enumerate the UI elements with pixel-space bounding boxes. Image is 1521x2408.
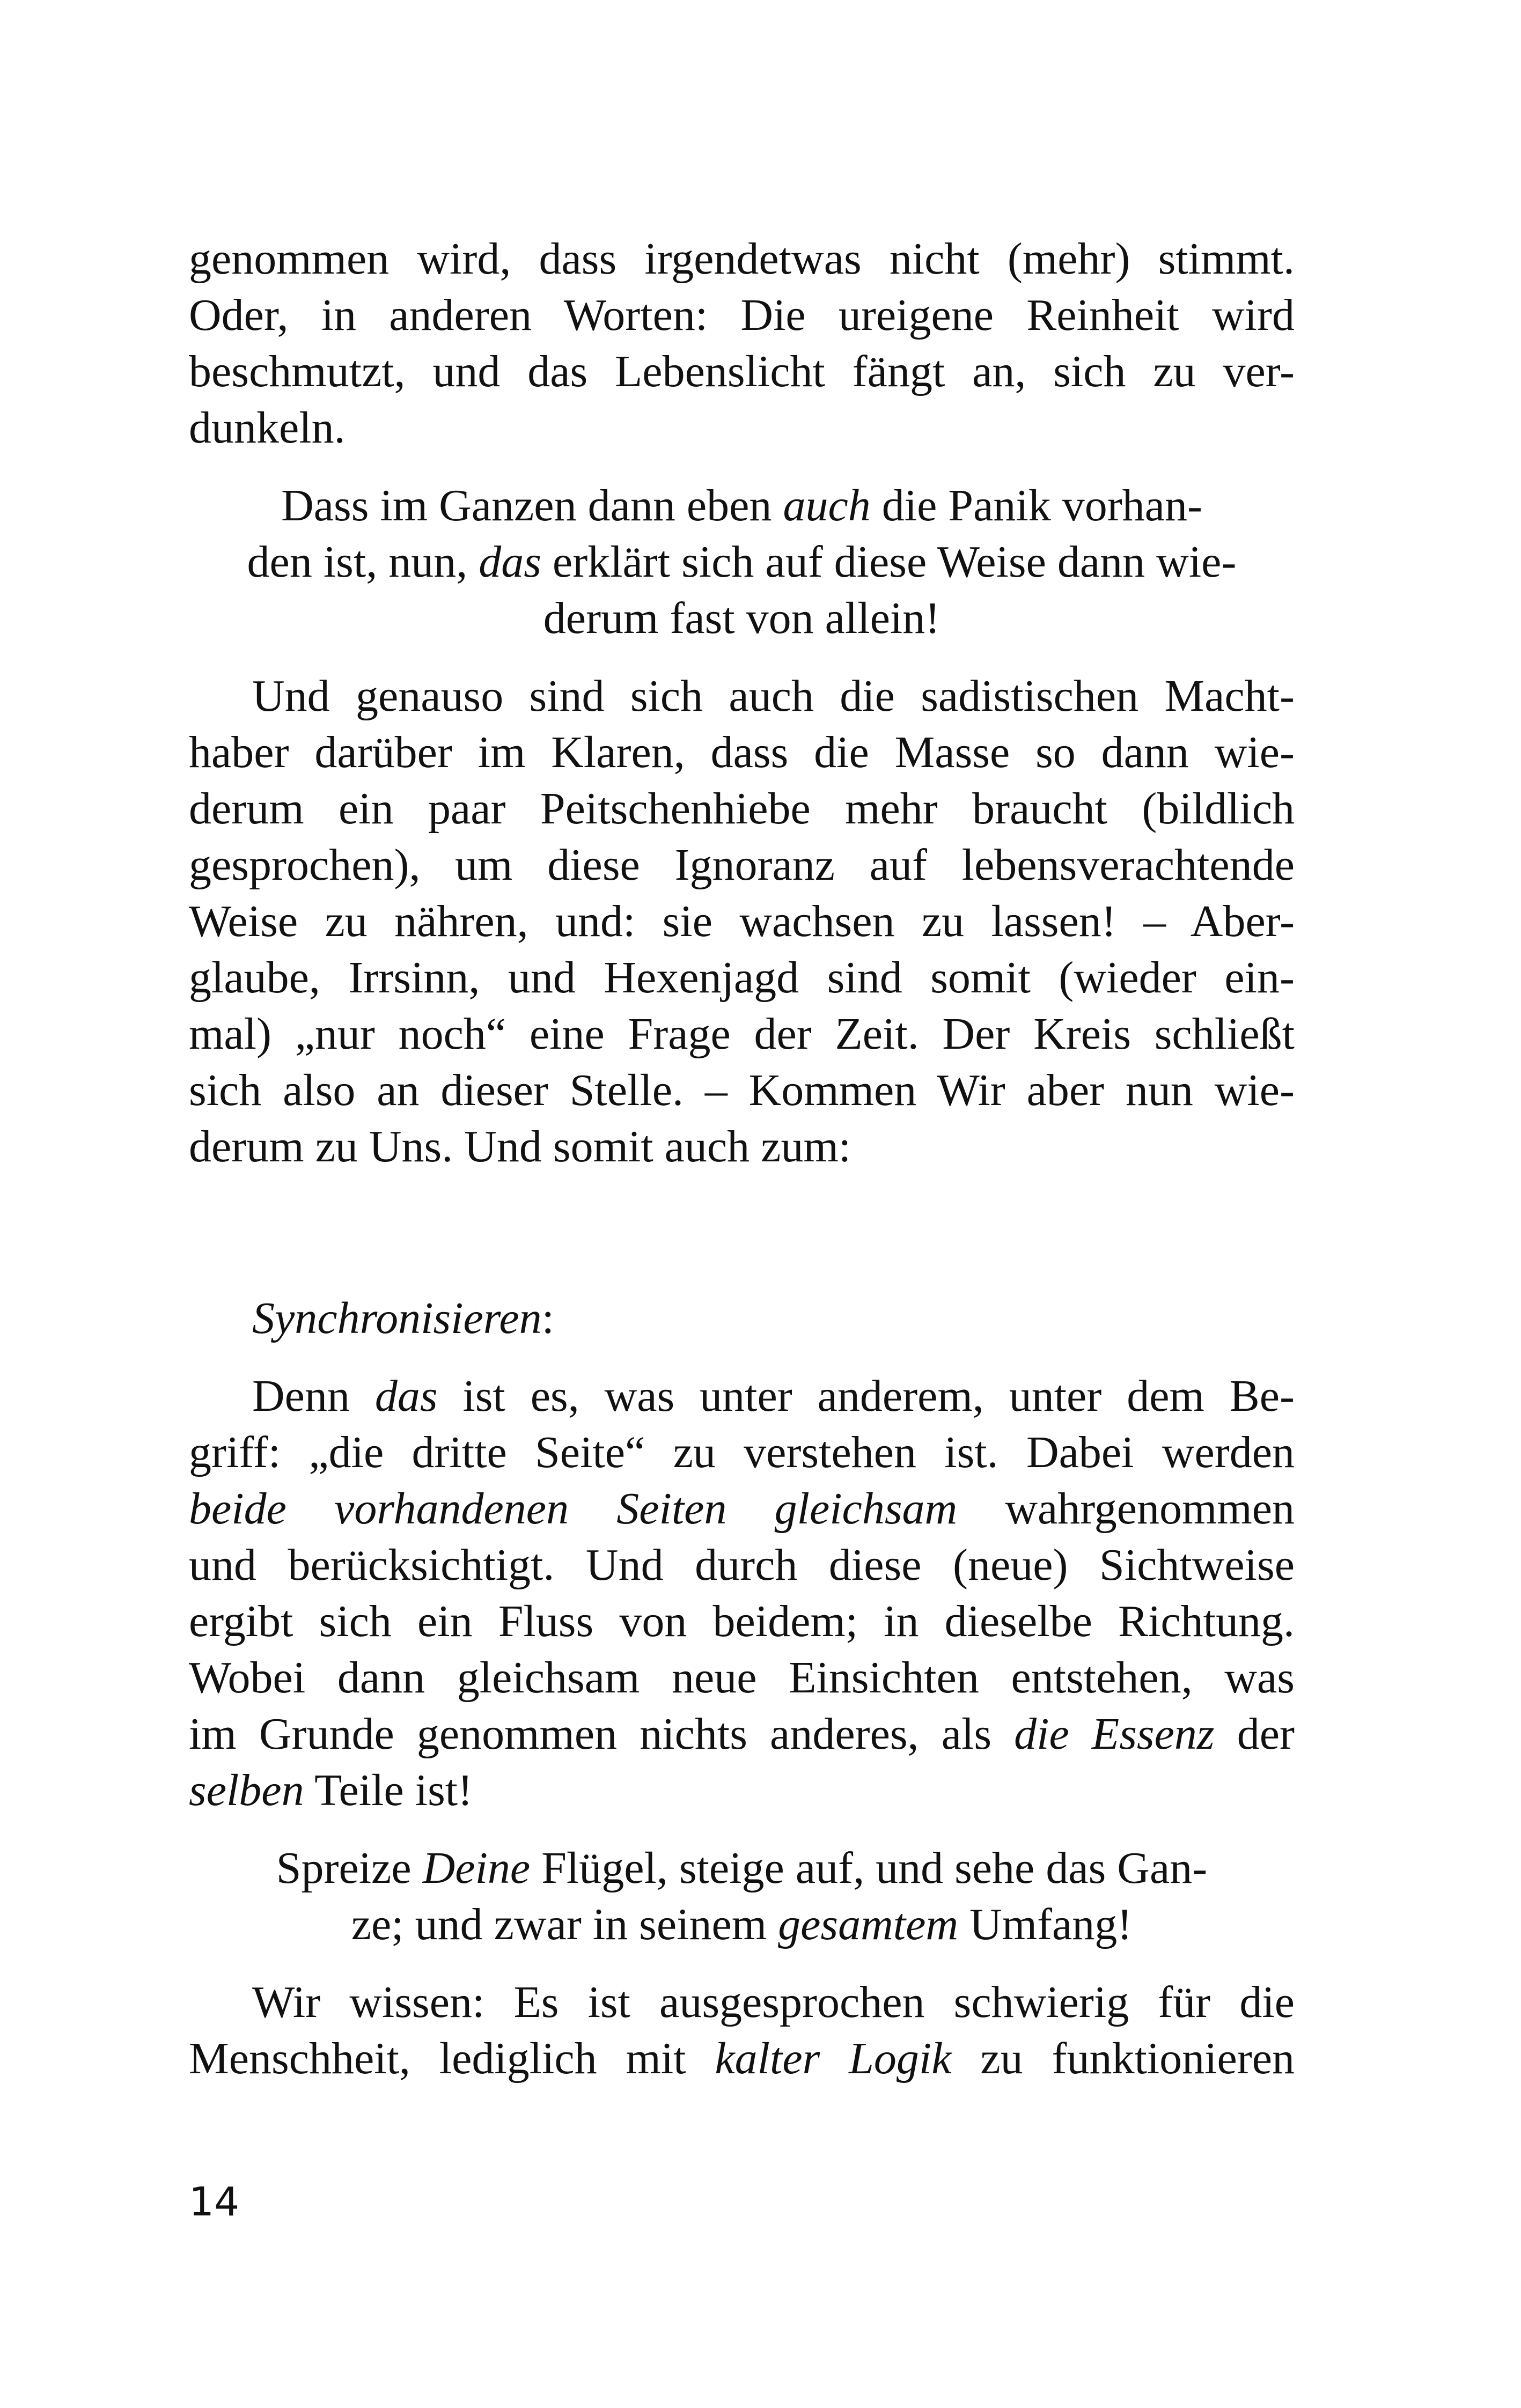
- text-line: Wobei dann gleichsam neue Einsichten entstehen, was: [189, 1653, 1295, 1703]
- text-line: [189, 534, 1295, 590]
- emphasis: das: [374, 1371, 438, 1421]
- text-span: im Grunde genommen nichts anderes, als: [189, 1709, 1015, 1759]
- page-body: [189, 231, 1295, 2087]
- text-line: [189, 1896, 1295, 1953]
- text-line: beschmutzt, und das Lebenslicht fängt an, sich zu ver-: [189, 347, 1295, 396]
- text-line: [189, 2030, 1295, 2087]
- text-span: der: [1214, 1709, 1295, 1759]
- centered-quote: [189, 1840, 1295, 1953]
- text-line: [189, 1706, 1295, 1762]
- paragraph: [189, 1974, 1295, 2087]
- text-span: Spreize: [276, 1843, 423, 1893]
- page-number: 14: [189, 2179, 240, 2225]
- emphasis: selben: [189, 1765, 304, 1815]
- text-line: mal) „nur noch“ eine Frage der Zeit. Der Kreis schließt: [189, 1009, 1295, 1059]
- text-line: [189, 1762, 1295, 1818]
- emphasis: kalter Logik: [715, 2034, 952, 2083]
- text-line: derum fast von allein!: [543, 593, 940, 643]
- text-line: derum ein paar Peitschenhiebe mehr braucht (bildlich: [189, 784, 1295, 834]
- heading-colon: :: [541, 1293, 554, 1343]
- emphasis: Deine: [422, 1843, 531, 1893]
- centered-quote: [189, 477, 1295, 646]
- text-span: Umfang!: [958, 1899, 1133, 1949]
- text-span: Teile ist!: [304, 1765, 473, 1815]
- text-span: zu funktionieren: [951, 2034, 1295, 2083]
- text-line: gesprochen), um diese Ignoranz auf lebensverachtende: [189, 840, 1295, 890]
- text-line: dunkeln.: [189, 403, 346, 453]
- text-line: und berücksichtigt. Und durch diese (neue) Sichtweise: [189, 1540, 1295, 1590]
- text-line: Weise zu nähren, und: sie wachsen zu lassen! – Aber-: [189, 896, 1295, 946]
- text-span: Denn: [252, 1371, 375, 1421]
- text-line: haber darüber im Klaren, dass die Masse so dann wie-: [189, 727, 1295, 777]
- text-span: wahrgenommen: [957, 1484, 1295, 1534]
- text-span: Menschheit, lediglich mit: [189, 2034, 715, 2083]
- text-line: [189, 477, 1295, 534]
- heading-text: Synchronisieren: [252, 1293, 542, 1343]
- text-line: [189, 1481, 1295, 1537]
- paragraph: [189, 668, 1295, 1175]
- text-span: erklärt sich auf diese Weise dann wie-: [541, 537, 1237, 587]
- text-line: [189, 1290, 1295, 1346]
- emphasis: das: [479, 537, 541, 587]
- text-line: Wir wissen: Es ist ausgesprochen schwierig für die: [252, 1977, 1295, 2027]
- text-line: Und genauso sind sich auch die sadistischen Macht-: [252, 671, 1295, 721]
- text-span: den ist, nun,: [247, 537, 479, 587]
- paragraph: [189, 1368, 1295, 1818]
- text-span: die Panik vorhan-: [870, 481, 1202, 531]
- text-line: [189, 1368, 1295, 1424]
- text-line: glaube, Irrsinn, und Hexenjagd sind somit (wieder ein-: [189, 953, 1295, 1003]
- text-line: Oder, in anderen Worten: Die ureigene Reinheit wird: [189, 290, 1295, 340]
- paragraph: [189, 231, 1295, 456]
- text-line: derum zu Uns. Und somit auch zum:: [189, 1122, 851, 1172]
- emphasis: die Essenz: [1014, 1709, 1215, 1759]
- emphasis: gesamtem: [778, 1899, 959, 1949]
- section-heading: [189, 1290, 1295, 1346]
- text-span: Flügel, steige auf, und sehe das Gan-: [530, 1843, 1208, 1893]
- text-span: ist es, was unter anderem, unter dem Be-: [437, 1371, 1295, 1421]
- text-line: griff: „die dritte Seite“ zu verstehen ist. Dabei werden: [189, 1427, 1295, 1477]
- text-line: sich also an dieser Stelle. – Kommen Wir aber nun wie-: [189, 1065, 1295, 1115]
- text-line: genommen wird, dass irgendetwas nicht (mehr) stimmt.: [189, 234, 1295, 284]
- emphasis: beide vorhandenen Seiten gleichsam: [189, 1484, 958, 1534]
- text-span: ze; und zwar in seinem: [351, 1899, 778, 1949]
- text-line: [189, 1840, 1295, 1896]
- emphasis: auch: [783, 481, 871, 531]
- text-span: Dass im Ganzen dann eben: [281, 481, 783, 531]
- text-line: ergibt sich ein Fluss von beidem; in dieselbe Richtung.: [189, 1596, 1295, 1646]
